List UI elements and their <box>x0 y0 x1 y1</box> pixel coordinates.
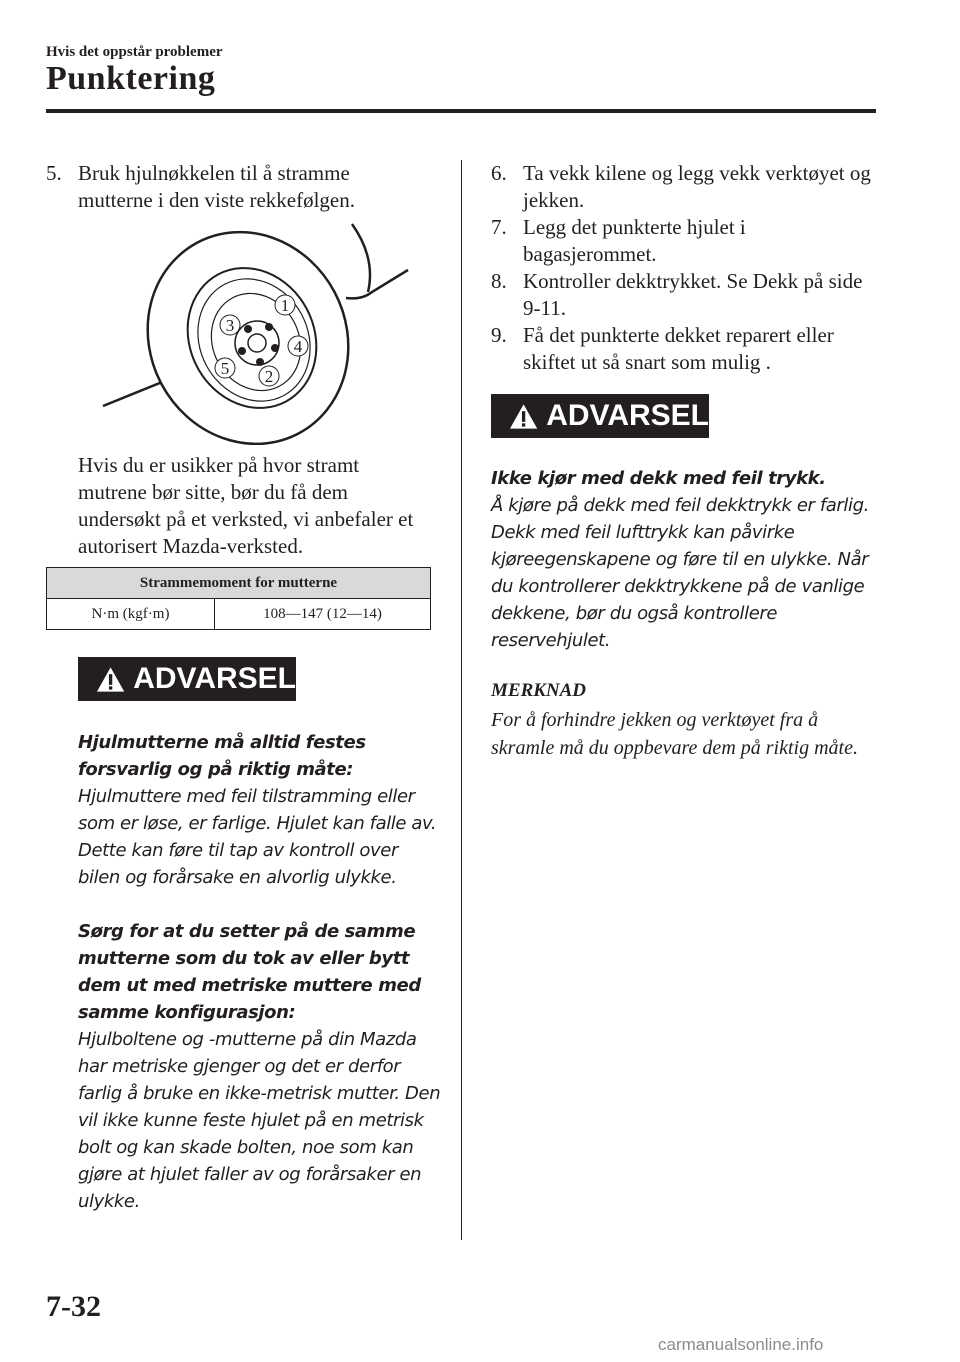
step-6 <box>491 160 876 214</box>
warning-text: Å kjøre på dekk med feil dekktrykk er farlig. Dekk med feil lufttrykk kan påvirke kjøreegenskapene og føre til en ulykke. Når du kontrollerer dekktrykkene på de vanlige dekkene, bør du også kontrollere reservehjulet. <box>491 495 869 651</box>
nut-label-2: 2 <box>264 367 274 386</box>
step-5 <box>46 160 396 214</box>
warning-triangle-icon <box>96 666 125 693</box>
step-text: Ta vekk kilene og legg vekk verktøyet og jekken. <box>523 161 871 212</box>
step-7 <box>491 214 876 268</box>
nut-label-4: 4 <box>293 337 303 356</box>
step-9 <box>491 322 876 376</box>
step-text: Få det punkterte dekket reparert eller skiftet ut så snart som mulig . <box>523 323 834 374</box>
step-8 <box>491 268 876 322</box>
step-number: 5. <box>46 161 62 185</box>
nut-label-5: 5 <box>220 359 230 378</box>
torque-table <box>46 567 431 630</box>
page-title: Punktering <box>46 60 216 97</box>
warning-heading-1: Hjulmutterne må alltid festes forsvarlig og på riktig måte: <box>78 732 366 780</box>
watermark: carmanualsonline.info <box>658 1335 824 1354</box>
warning-badge <box>78 657 296 701</box>
note-text: For å forhindre jekken og verktøyet fra å skramle må du oppbevare dem på riktig måte. <box>491 709 858 759</box>
section-heading: Hvis det oppstår problemer <box>46 44 223 60</box>
step-number: 9. <box>491 323 507 347</box>
warning-label: ADVARSEL <box>133 662 296 695</box>
page-number: 7-32 <box>46 1290 101 1323</box>
warning-label: ADVARSEL <box>546 399 709 432</box>
torque-unit-cell: N·m (kgf·m) <box>47 599 215 630</box>
warning-body <box>491 465 881 654</box>
warning-triangle-icon <box>509 403 538 430</box>
step-number: 7. <box>491 215 507 239</box>
step-number: 6. <box>491 161 507 185</box>
warning-heading-2: Sørg for at du setter på de samme mutterne som du tok av eller bytt dem ut med metriske muttere med samme konfigurasjon: <box>78 921 421 1023</box>
step-number: 8. <box>491 269 507 293</box>
warning-text-1: Hjulmuttere med feil tilstramming eller som er løse, er farlige. Hjulet kan falle av. Dette kan føre til tap av kontroll over bilen og forårsake en alvorlig ulykke. <box>78 786 437 888</box>
warning-body <box>78 729 443 1215</box>
warning-text-2: Hjulboltene og -mutterne på din Mazda har metriske gjenger og det er derfor farlig å bruke en ikke-metrisk mutter. Den vil ikke kunne feste hjulet på en metrisk bolt og kan skade bolten, noe som kan gjøre at hjulet faller av og forårsaker en ulykke. <box>78 1029 441 1212</box>
torque-table-header: Strammemoment for mutterne <box>47 568 431 599</box>
torque-value-cell: 108—147 (12—14) <box>215 599 431 630</box>
nut-label-1: 1 <box>280 296 290 315</box>
column-divider <box>461 160 462 1240</box>
warning-badge <box>491 394 709 438</box>
nut-label-3: 3 <box>225 316 235 335</box>
step-text: Legg det punkterte hjulet i bagasjerommet. <box>523 215 746 266</box>
wheel-nut-order-illustration <box>95 215 415 445</box>
step-text: Kontroller dekktrykket. Se Dekk på side 9-11. <box>523 269 863 320</box>
note-title: MERKNAD <box>491 680 587 701</box>
header-divider <box>46 109 876 113</box>
verksted-note: Hvis du er usikker på hvor stramt mutrene bør sitte, bør du få dem undersøkt på et verksted, vi anbefaler et autorisert Mazda-verksted. <box>78 453 414 558</box>
step-text: Bruk hjulnøkkelen til å stramme mutterne i den viste rekkefølgen. <box>78 161 355 212</box>
warning-heading: Ikke kjør med dekk med feil trykk. <box>491 468 826 489</box>
